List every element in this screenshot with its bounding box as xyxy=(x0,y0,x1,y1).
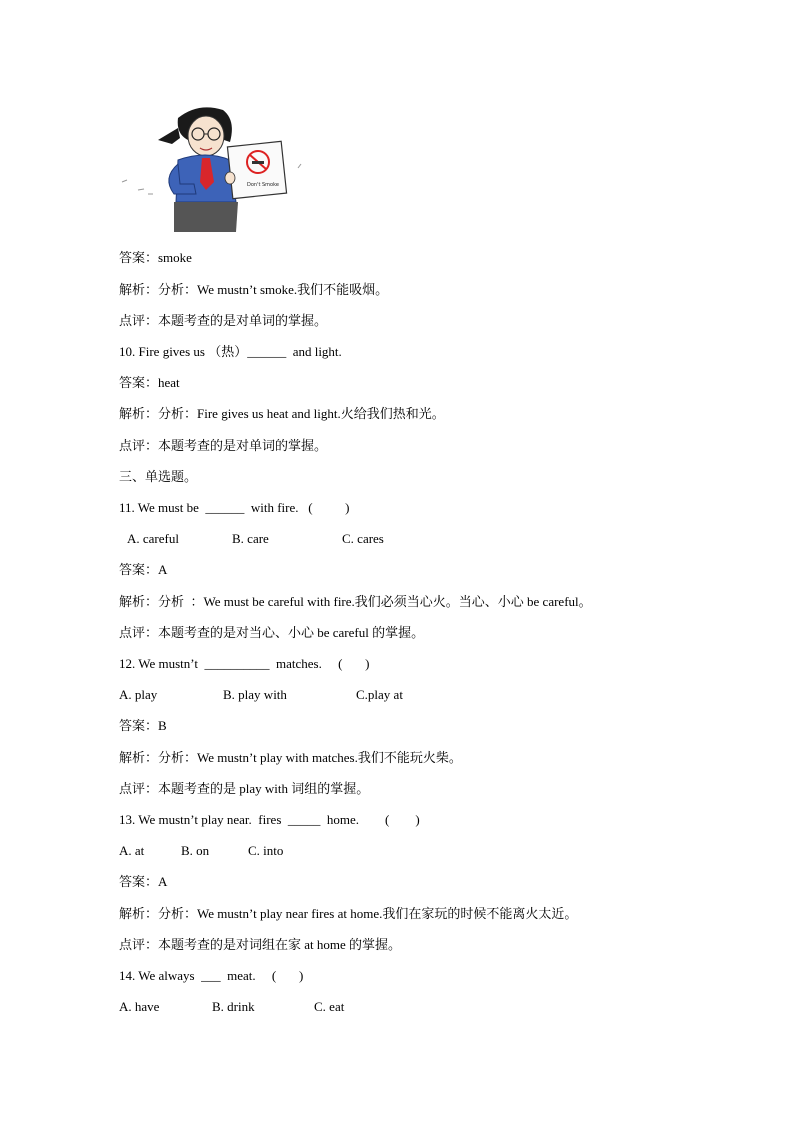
section-heading: 三、单选题。 xyxy=(119,469,198,484)
answer-line: 答案：smoke xyxy=(119,250,192,265)
option-b: B. drink xyxy=(212,999,255,1014)
question-14: 14. We always ___ meat. ( ) xyxy=(119,968,304,983)
analysis-line: 解析：分析 ：We must be careful with fire.我们必须当心火。当心、小心 be careful。 xyxy=(119,594,592,609)
comment-line: 点评：本题考查的是对单词的掌握。 xyxy=(119,438,328,453)
option-c: C. cares xyxy=(342,531,384,546)
option-a: A. at xyxy=(119,843,145,858)
option-a: A. careful xyxy=(127,531,179,546)
answer-line: 答案：A xyxy=(119,874,168,889)
girl-no-smoking-illustration xyxy=(118,98,302,232)
option-b: B. on xyxy=(181,843,210,858)
option-c: C. into xyxy=(248,843,284,858)
option-c: C.play at xyxy=(356,687,403,702)
comment-line: 点评：本题考查的是对词组在家 at home 的掌握。 xyxy=(119,937,402,952)
option-a: A. play xyxy=(119,687,158,702)
option-b: B. care xyxy=(232,531,269,546)
option-a: A. have xyxy=(119,999,160,1014)
comment-line: 点评：本题考查的是对单词的掌握。 xyxy=(119,313,328,328)
comment-line: 点评：本题考查的是 play with 词组的掌握。 xyxy=(119,781,370,796)
option-c: C. eat xyxy=(314,999,345,1014)
question-13: 13. We mustn’t play near. fires _____ home. ( ) xyxy=(119,812,420,827)
sign-text: Don't Smoke xyxy=(247,182,279,188)
comment-line: 点评：本题考查的是对当心、小心 be careful 的掌握。 xyxy=(119,625,425,640)
answer-line: 答案：heat xyxy=(119,375,180,390)
answer-line: 答案：B xyxy=(119,718,167,733)
answer-line: 答案：A xyxy=(119,562,168,577)
question-12: 12. We mustn’t __________ matches. ( ) xyxy=(119,656,370,671)
analysis-line: 解析：分析：We mustn’t play near fires at home.我们在家玩的时候不能离火太近。 xyxy=(119,906,578,921)
analysis-line: 解析：分析：Fire gives us heat and light.火给我们热和光。 xyxy=(119,406,445,421)
analysis-line: 解析：分析：We mustn’t play with matches.我们不能玩火柴。 xyxy=(119,750,462,765)
analysis-line: 解析：分析：We mustn’t smoke.我们不能吸烟。 xyxy=(119,282,389,297)
question-11: 11. We must be ______ with fire. ( ) xyxy=(119,500,350,515)
option-b: B. play with xyxy=(223,687,287,702)
question-10: 10. Fire gives us （热）______ and light. xyxy=(119,344,342,359)
